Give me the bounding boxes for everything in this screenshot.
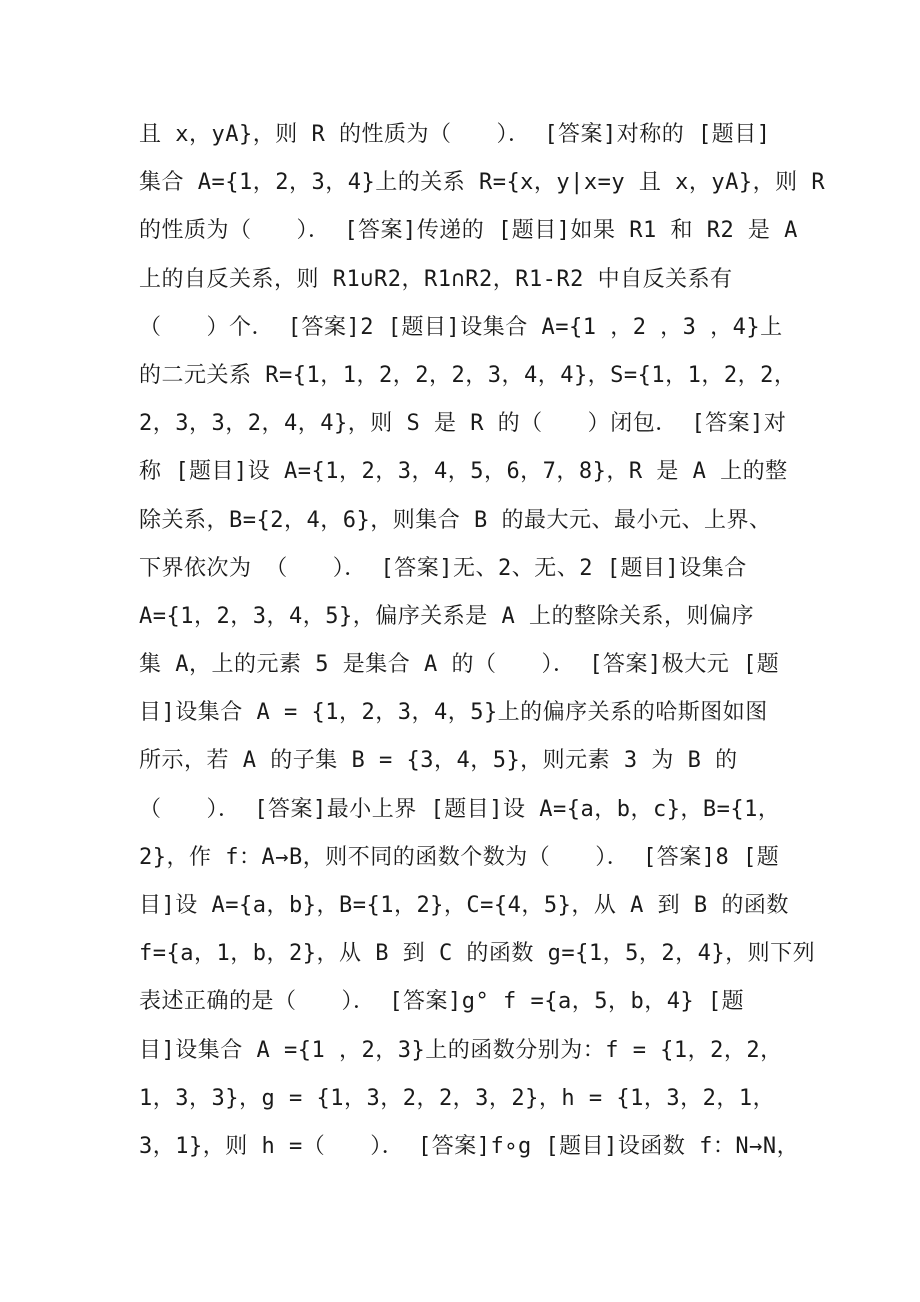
text-line: 集 A，上的元素 5 是集合 A 的（ ）． [答案]极大元 [题 bbox=[139, 652, 780, 678]
text-line: 目]设集合 A = {1，2，3，4，5}上的偏序关系的哈斯图如图 bbox=[139, 700, 768, 726]
body-text bbox=[139, 111, 829, 1171]
text-line: 除关系，B={2，4，6}，则集合 B 的最大元、最小元、上界、 bbox=[139, 507, 772, 533]
text-line: f={a，1，b，2}，从 B 到 C 的函数 g={1，5，2，4}，则下列 bbox=[139, 941, 816, 967]
text-line: 目]设 A={a，b}，B={1，2}，C={4，5}，从 A 到 B 的函数 bbox=[139, 893, 789, 918]
text-line: （ ）． [答案]最小上界 [题目]设 A={a，b，c}，B={1， bbox=[139, 796, 781, 822]
text-line: 2}，作 f：A→B，则不同的函数个数为（ ）． [答案]8 [题 bbox=[139, 844, 780, 870]
text-line: 且 x，yA}，则 R 的性质为（ ）． [答案]对称的 [题目] bbox=[139, 122, 771, 147]
text-line: 的性质为（ ）． [答案]传递的 [题目]如果 R1 和 R2 是 A bbox=[139, 218, 798, 244]
text-line: 称 [题目]设 A={1，2，3，4，5，6，7，8}，R 是 A 上的整 bbox=[139, 459, 788, 485]
text-line: 表述正确的是（ ）． [答案]g° f ={a，5，b，4} [题 bbox=[139, 989, 745, 1015]
text-line: 所示，若 A 的子集 B = {3，4，5}，则元素 3 为 B 的 bbox=[139, 748, 738, 774]
text-line: 下界依次为 （ ）． [答案]无、2、无、2 [题目]设集合 bbox=[139, 555, 747, 581]
text-line: 2，3，3，2，4，4}，则 S 是 R 的（ ）闭包． [答案]对 bbox=[139, 411, 787, 437]
text-line: 上的自反关系，则 R1∪R2，R1∩R2，R1-R2 中自反关系有 bbox=[139, 266, 733, 292]
text-line: （ ）个． [答案]2 [题目]设集合 A={1 ，2 ，3 ，4}上 bbox=[139, 314, 783, 340]
text-line: 目]设集合 A ={1 ，2，3}上的函数分别为：f = {1，2，2， bbox=[139, 1037, 783, 1063]
text-line: A={1，2，3，4，5}，偏序关系是 A 上的整除关系，则偏序 bbox=[139, 603, 754, 629]
text-line: 集合 A={1，2，3，4}上的关系 R={x，y|x=y 且 x，yA}，则 R bbox=[139, 170, 826, 196]
text-line: 的二元关系 R={1，1，2，2，2，3，4，4}，S={1，1，2，2， bbox=[139, 362, 797, 388]
text-line: 3，1}，则 h =（ ）． [答案]f∘g [题目]设函数 f：N→N， bbox=[139, 1133, 800, 1159]
text-line: 1，3，3}，g = {1，3，2，2，3，2}，h = {1，3，2，1， bbox=[139, 1085, 776, 1111]
